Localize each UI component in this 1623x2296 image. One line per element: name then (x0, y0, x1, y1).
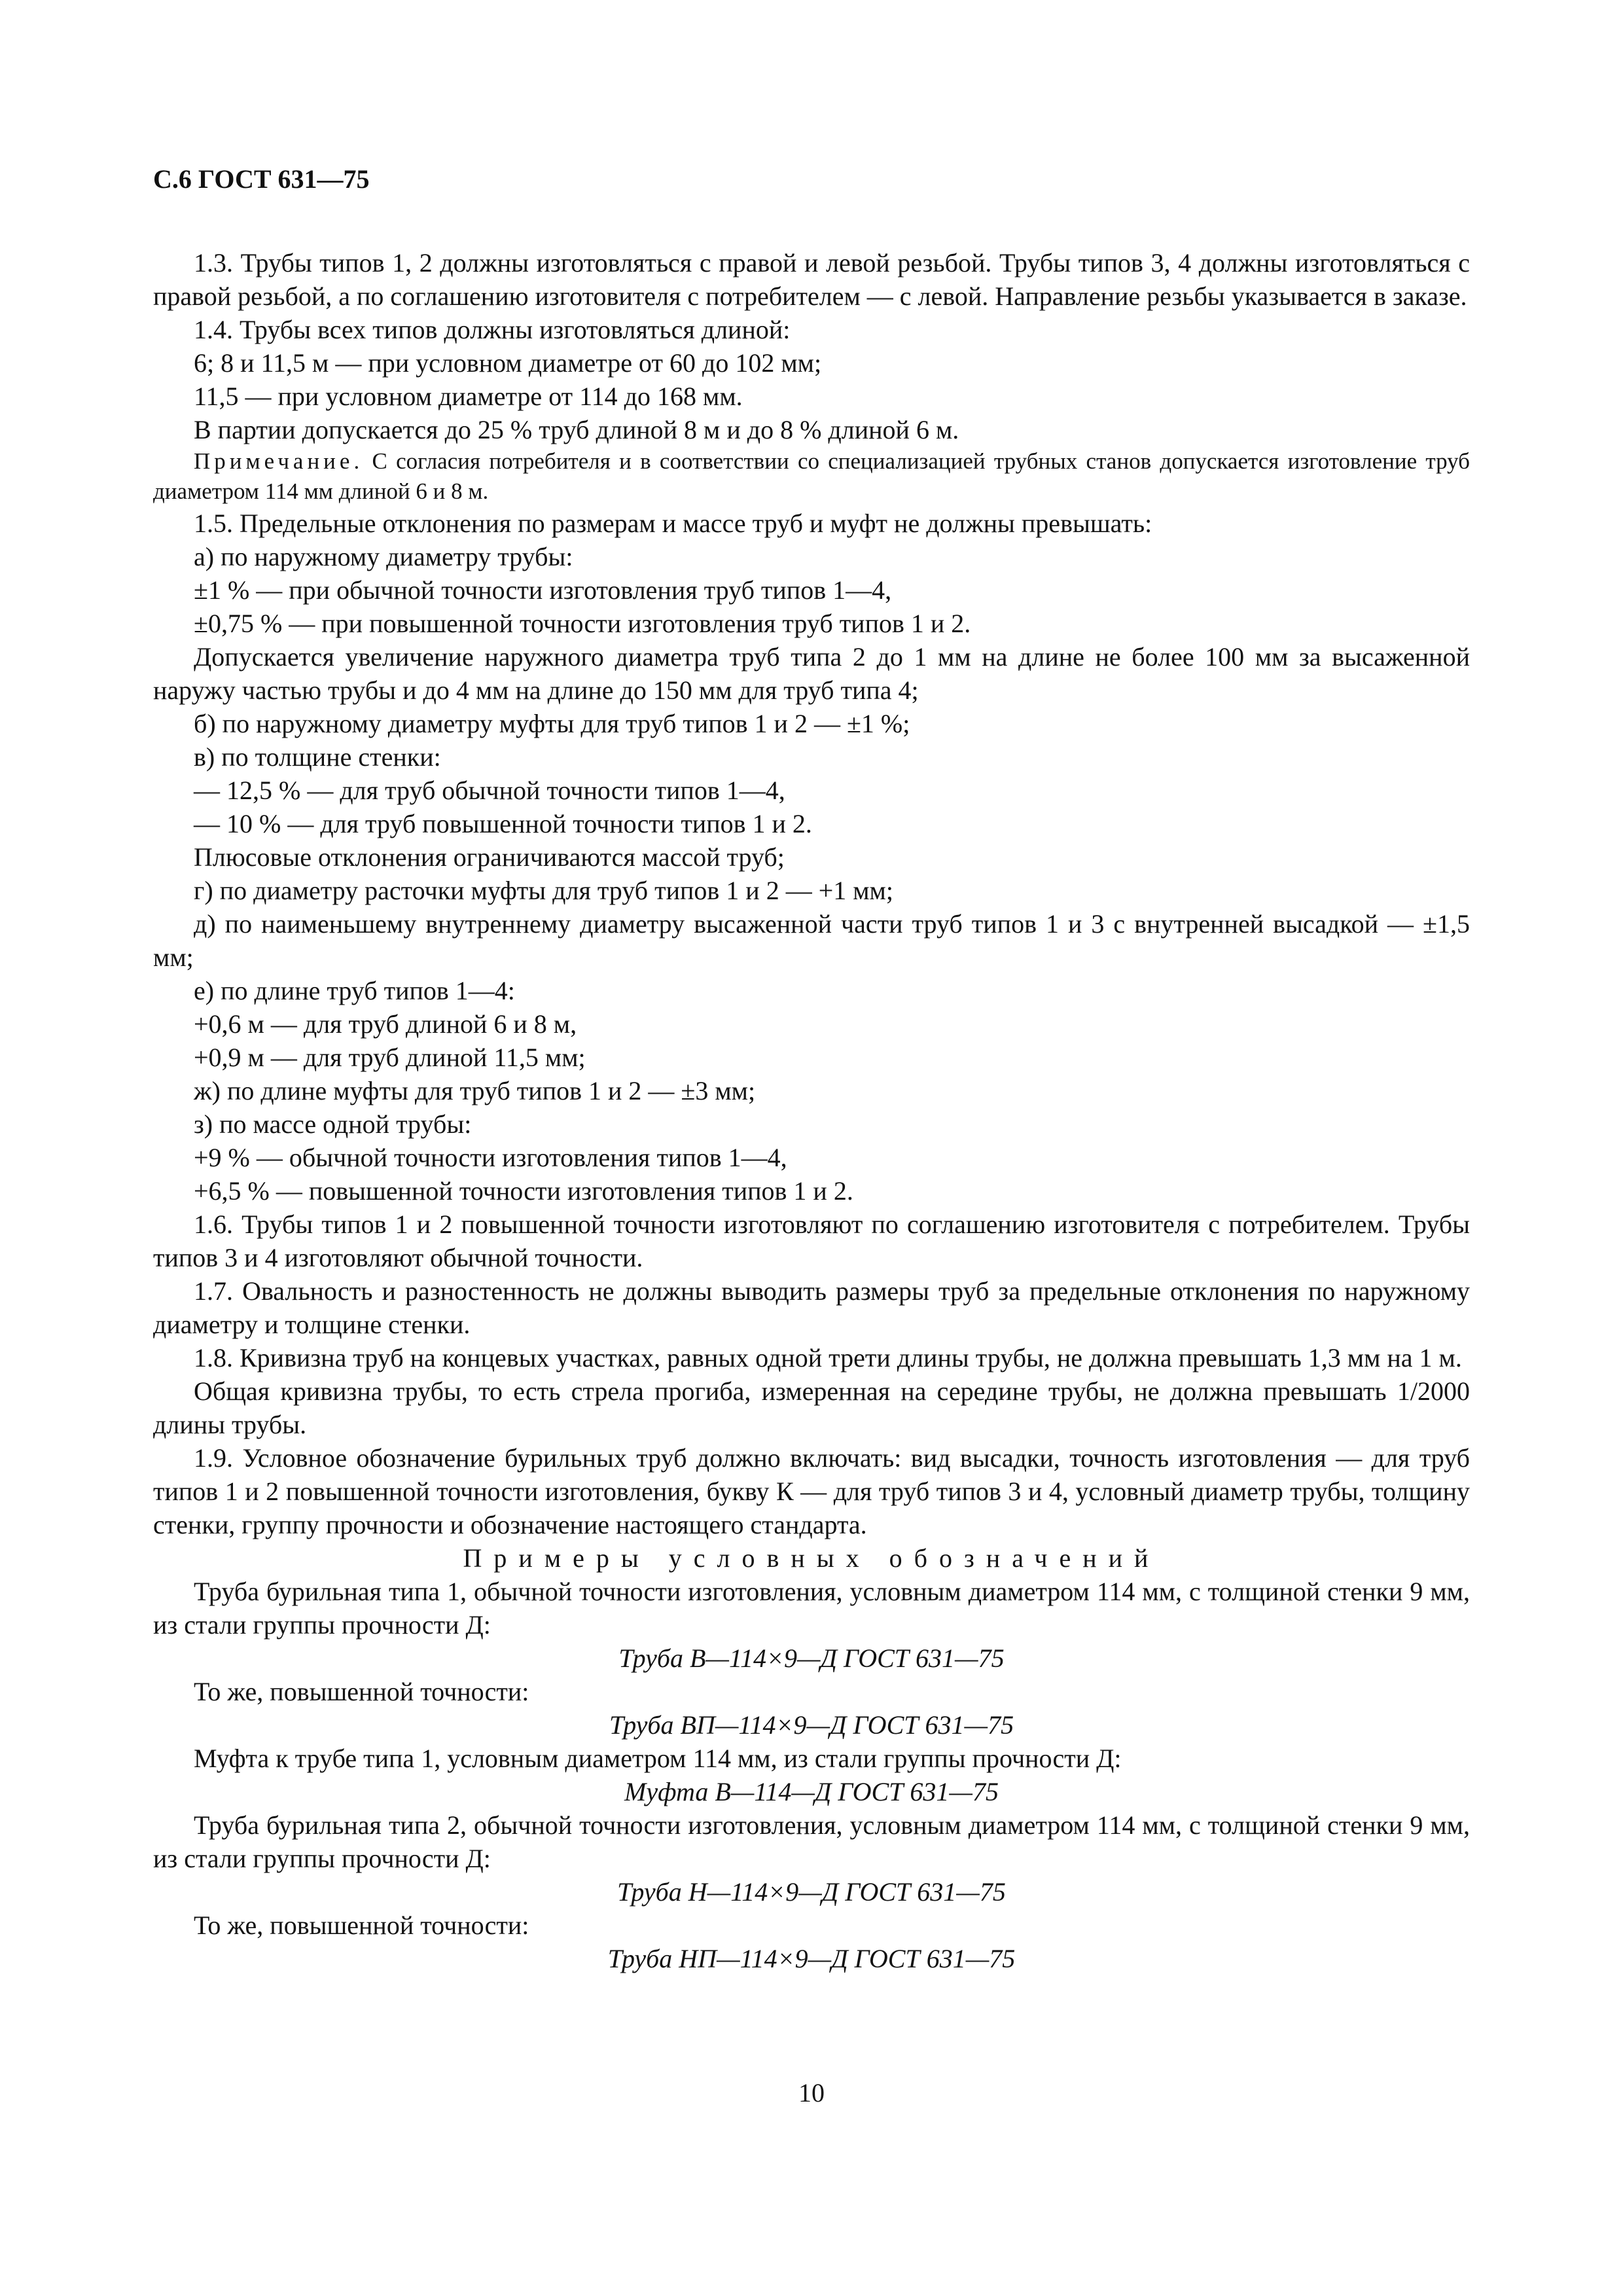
example-3-text: Муфта к трубе типа 1, условным диаметром 114 мм, из стали группы прочности Д: (194, 1744, 1122, 1773)
paragraph-1-5-a: а) по наружному диаметру трубы: (194, 542, 573, 571)
paragraph-1-5-g: г) по диаметру расточки муфты для труб типов 1 и 2 — +1 мм; (194, 876, 893, 905)
examples-heading: Примеры условных обозначений (463, 1543, 1160, 1573)
example-2-text: То же, повышенной точности: (194, 1677, 529, 1706)
paragraph-1-8: 1.8. Кривизна труб на концевых участках, равных одной трети длины трубы, не должна превышать 1,3 мм на 1 м. (194, 1343, 1462, 1372)
page-header: С.6 ГОСТ 631—75 (153, 164, 370, 194)
example-1-designation: Труба В—114×9—Д ГОСТ 631—75 (618, 1643, 1005, 1673)
paragraph-1-5-d: д) по наименьшему внутреннему диаметру высаженной части труб типов 1 и 3 с внутренней высадкой — ±1,5 мм; (153, 909, 1470, 972)
paragraph-1-5-zh: ж) по длине муфты для труб типов 1 и 2 — ±3 мм; (194, 1076, 756, 1105)
example-1-text: Труба бурильная типа 1, обычной точности изготовления, условным диаметром 114 мм, с толщиной стенки 9 мм, из стали группы прочности Д: (153, 1577, 1470, 1640)
paragraph-1-4-c: В партии допускается до 25 % труб длиной 8 м и до 8 % длиной 6 м. (194, 415, 959, 444)
paragraph-1-5-v3: Плюсовые отклонения ограничиваются массой труб; (194, 842, 785, 872)
page-number: 10 (798, 2078, 825, 2108)
paragraph-1-6: 1.6. Трубы типов 1 и 2 повышенной точности изготовляют по соглашению изготовителя с потребителем. Трубы типов 3 и 4 изготовляют обычной точности. (153, 1210, 1470, 1272)
paragraph-1-3: 1.3. Трубы типов 1, 2 должны изготовляться с правой и левой резьбой. Трубы типов 3, 4 должны изготовляться с правой резьбой, а по соглашению изготовителя с потребителем — с левой. Направление резьбы указывается в заказе. (153, 248, 1470, 311)
paragraph-1-7: 1.7. Овальность и разностенность не должны выводить размеры труб за предельные отклонения по наружному диаметру и толщине стенки. (153, 1276, 1470, 1339)
paragraph-1-5-v: в) по толщине стенки: (194, 742, 441, 772)
example-3-designation: Муфта В—114—Д ГОСТ 631—75 (624, 1777, 999, 1806)
paragraph-1-5: 1.5. Предельные отклонения по размерам и массе труб и муфт не должны превышать: (194, 509, 1152, 538)
paragraph-1-8-b: Общая кривизна трубы, то есть стрела прогиба, измеренная на середине трубы, не должна превышать 1/2000 длины трубы. (153, 1376, 1470, 1439)
document-body (153, 246, 1470, 1975)
paragraph-1-4: 1.4. Трубы всех типов должны изготовляться длиной: (194, 315, 791, 344)
paragraph-1-5-z1: +9 % — обычной точности изготовления типов 1—4, (194, 1143, 787, 1172)
example-4-designation: Труба Н—114×9—Д ГОСТ 631—75 (617, 1877, 1006, 1907)
paragraph-1-5-e1: +0,6 м — для труб длиной 6 и 8 м, (194, 1009, 577, 1039)
paragraph-1-5-a1: ±1 % — при обычной точности изготовления труб типов 1—4, (194, 575, 892, 605)
paragraph-1-5-b: б) по наружному диаметру муфты для труб типов 1 и 2 — ±1 %; (194, 709, 910, 738)
paragraph-1-4-b: 11,5 — при условном диаметре от 114 до 168 мм. (194, 382, 743, 411)
note-text: С согласия потребителя и в соответствии со специализацией трубных станов допускается изготовление труб диаметром 114 мм длиной 6 и 8 м. (153, 448, 1470, 504)
example-5-text: То же, повышенной точности: (194, 1910, 529, 1940)
paragraph-1-4-a: 6; 8 и 11,5 м — при условном диаметре от 60 до 102 мм; (194, 348, 822, 378)
paragraph-1-5-e: е) по длине труб типов 1—4: (194, 976, 515, 1005)
example-2-designation: Труба ВП—114×9—Д ГОСТ 631—75 (609, 1710, 1014, 1740)
example-5-designation: Труба НП—114×9—Д ГОСТ 631—75 (607, 1944, 1016, 1973)
document-page (153, 164, 1470, 1975)
paragraph-1-5-a2: ±0,75 % — при повышенной точности изготовления труб типов 1 и 2. (194, 609, 971, 638)
paragraph-1-5-a3: Допускается увеличение наружного диаметра труб типа 2 до 1 мм на длине не более 100 мм за высаженной наружу частью трубы и до 4 мм на длине до 150 мм для труб типа 4; (153, 642, 1470, 705)
example-4-text: Труба бурильная типа 2, обычной точности изготовления, условным диаметром 114 мм, с толщиной стенки 9 мм, из стали группы прочности Д: (153, 1810, 1470, 1873)
paragraph-1-5-e2: +0,9 м — для труб длиной 11,5 мм; (194, 1043, 586, 1072)
paragraph-1-5-z2: +6,5 % — повышенной точности изготовления типов 1 и 2. (194, 1176, 853, 1206)
paragraph-1-5-v1: — 12,5 % — для труб обычной точности типов 1—4, (194, 776, 785, 805)
note (153, 446, 1470, 507)
paragraph-1-5-v2: — 10 % — для труб повышенной точности типов 1 и 2. (194, 809, 812, 838)
paragraph-1-5-z: з) по массе одной трубы: (194, 1109, 472, 1139)
paragraph-1-9: 1.9. Условное обозначение бурильных труб должно включать: вид высадки, точность изготовления — для труб типов 1 и 2 повышенной точности изготовления, букву К — для труб типов 3 и 4, условный диаметр трубы, толщину стенки, группу прочности и обозначение настоящего стандарта. (153, 1443, 1470, 1539)
note-label: Примечание. (194, 448, 364, 474)
